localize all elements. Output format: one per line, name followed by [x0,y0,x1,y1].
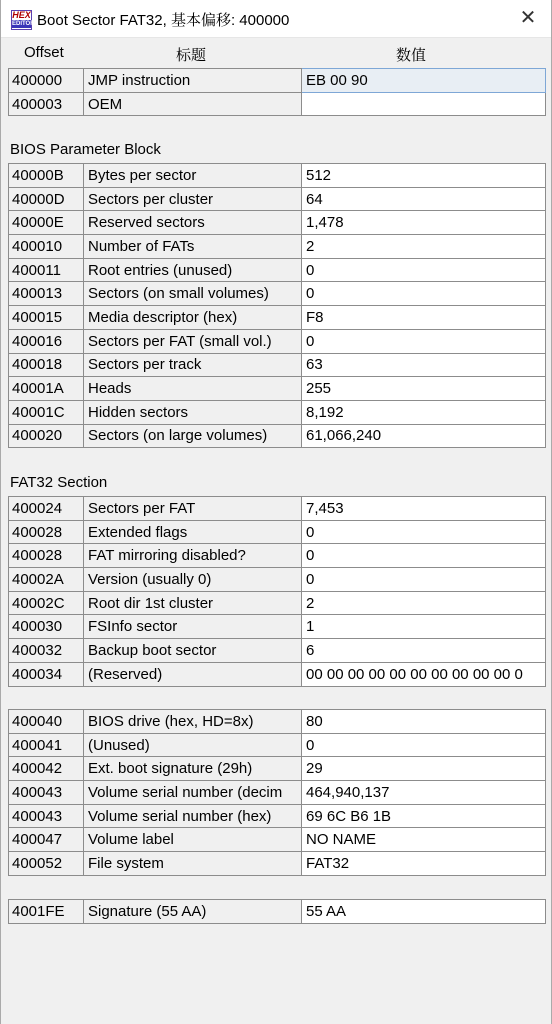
label-cell: Extended flags [84,520,302,544]
table-row [9,353,546,377]
value-field[interactable]: 0 [302,520,546,544]
label-cell: OEM [84,92,302,116]
table-row [9,781,546,805]
value-field[interactable]: 0 [302,568,546,592]
value-field[interactable]: 512 [302,164,546,188]
window-title: Boot Sector FAT32, 基本偏移: 400000 [37,12,290,29]
label-cell: Volume label [84,828,302,852]
offset-cell: 400032 [9,639,84,663]
bpb-section-title: BIOS Parameter Block [10,141,161,158]
offset-cell: 400013 [9,282,84,306]
table-row [9,615,546,639]
table-row [9,662,546,686]
ext-boot-table [8,709,546,876]
offset-cell: 40001A [9,377,84,401]
table-row [9,900,546,924]
signature-table [8,899,546,924]
label-cell: Root dir 1st cluster [84,591,302,615]
offset-cell: 40000E [9,211,84,235]
label-cell: Volume serial number (decim [84,781,302,805]
close-icon[interactable]: ✕ [519,7,537,29]
table-row [9,400,546,424]
offset-cell: 40001C [9,400,84,424]
table-row [9,828,546,852]
label-cell: Bytes per sector [84,164,302,188]
value-field[interactable]: 8,192 [302,400,546,424]
bpb-group [8,163,545,448]
table-row [9,852,546,876]
value-field[interactable]: 0 [302,329,546,353]
fat32-group [8,496,545,687]
label-cell: Sectors per FAT (small vol.) [84,329,302,353]
value-field[interactable]: 0 [302,544,546,568]
value-field[interactable]: 0 [302,258,546,282]
offset-cell: 400015 [9,306,84,330]
label-cell: Hidden sectors [84,400,302,424]
table-row [9,211,546,235]
label-cell: Reserved sectors [84,211,302,235]
ext-group [8,709,545,876]
label-cell: (Unused) [84,733,302,757]
offset-cell: 40000B [9,164,84,188]
offset-cell: 400034 [9,662,84,686]
label-cell: Sectors (on large volumes) [84,424,302,448]
value-field[interactable]: 64 [302,187,546,211]
offset-cell: 400030 [9,615,84,639]
offset-cell: 400043 [9,781,84,805]
fat32-table [8,496,546,687]
value-field[interactable]: 1 [302,615,546,639]
label-cell: Signature (55 AA) [84,900,302,924]
table-row [9,497,546,521]
label-cell: BIOS drive (hex, HD=8x) [84,710,302,734]
fat32-section-title: FAT32 Section [10,474,108,491]
table-row [9,235,546,259]
value-field[interactable]: 0 [302,733,546,757]
table-row [9,69,546,93]
label-cell: FAT mirroring disabled? [84,544,302,568]
title-bar [1,0,551,38]
value-field[interactable]: 61,066,240 [302,424,546,448]
offset-cell: 400010 [9,235,84,259]
label-cell: (Reserved) [84,662,302,686]
table-row [9,258,546,282]
offset-cell: 400043 [9,804,84,828]
label-cell: Heads [84,377,302,401]
table-row [9,591,546,615]
hex-editor-app-icon: HEX EDITOR [11,10,32,30]
table-row [9,424,546,448]
value-field[interactable]: 00 00 00 00 00 00 00 00 00 00 0 [302,662,546,686]
value-field[interactable]: 69 6C B6 1B [302,804,546,828]
table-row [9,329,546,353]
table-row [9,520,546,544]
value-field[interactable]: FAT32 [302,852,546,876]
label-cell: Backup boot sector [84,639,302,663]
table-row [9,568,546,592]
table-row [9,804,546,828]
table-row [9,757,546,781]
offset-cell: 400020 [9,424,84,448]
table-row [9,733,546,757]
value-field[interactable]: 29 [302,757,546,781]
table-row [9,377,546,401]
signature-group [8,899,545,924]
column-header [1,44,551,66]
offset-cell: 400041 [9,733,84,757]
value-field[interactable]: 255 [302,377,546,401]
label-cell: Sectors per FAT [84,497,302,521]
value-field[interactable]: 0 [302,282,546,306]
table-row [9,187,546,211]
label-cell: Ext. boot signature (29h) [84,757,302,781]
offset-cell: 400024 [9,497,84,521]
offset-cell: 400040 [9,710,84,734]
title-column-header: 标题 [176,47,207,64]
value-field[interactable] [302,92,546,116]
offset-column-header: Offset [24,44,64,61]
offset-cell: 400042 [9,757,84,781]
offset-cell: 40002C [9,591,84,615]
value-field[interactable]: 1,478 [302,211,546,235]
offset-cell: 40002A [9,568,84,592]
label-cell: Sectors per track [84,353,302,377]
offset-cell: 400016 [9,329,84,353]
value-field[interactable]: 7,453 [302,497,546,521]
value-field[interactable]: 464,940,137 [302,781,546,805]
offset-cell: 400003 [9,92,84,116]
offset-cell: 400000 [9,69,84,93]
label-cell: JMP instruction [84,69,302,93]
label-cell: Number of FATs [84,235,302,259]
table-row [9,92,546,116]
value-field[interactable]: 2 [302,235,546,259]
value-field[interactable]: 55 AA [302,900,546,924]
offset-cell: 40000D [9,187,84,211]
value-field[interactable]: 2 [302,591,546,615]
offset-cell: 400028 [9,544,84,568]
label-cell: File system [84,852,302,876]
value-field[interactable]: EB 00 90 [302,69,546,93]
offset-cell: 400028 [9,520,84,544]
label-cell: Sectors per cluster [84,187,302,211]
value-field[interactable]: 63 [302,353,546,377]
table-row [9,164,546,188]
label-cell: Version (usually 0) [84,568,302,592]
offset-cell: 4001FE [9,900,84,924]
label-cell: Root entries (unused) [84,258,302,282]
offset-cell: 400052 [9,852,84,876]
value-column-header: 数值 [396,47,427,64]
table-row [9,282,546,306]
value-field[interactable]: F8 [302,306,546,330]
table-row [9,639,546,663]
bpb-table [8,163,546,448]
offset-cell: 400047 [9,828,84,852]
table-row [9,710,546,734]
value-field[interactable]: 80 [302,710,546,734]
value-field[interactable]: NO NAME [302,828,546,852]
offset-cell: 400011 [9,258,84,282]
table-row [9,544,546,568]
table-row [9,306,546,330]
label-cell: Volume serial number (hex) [84,804,302,828]
header-table [8,68,546,116]
label-cell: Media descriptor (hex) [84,306,302,330]
value-field[interactable]: 6 [302,639,546,663]
label-cell: Sectors (on small volumes) [84,282,302,306]
header-group [8,68,545,116]
label-cell: FSInfo sector [84,615,302,639]
offset-cell: 400018 [9,353,84,377]
